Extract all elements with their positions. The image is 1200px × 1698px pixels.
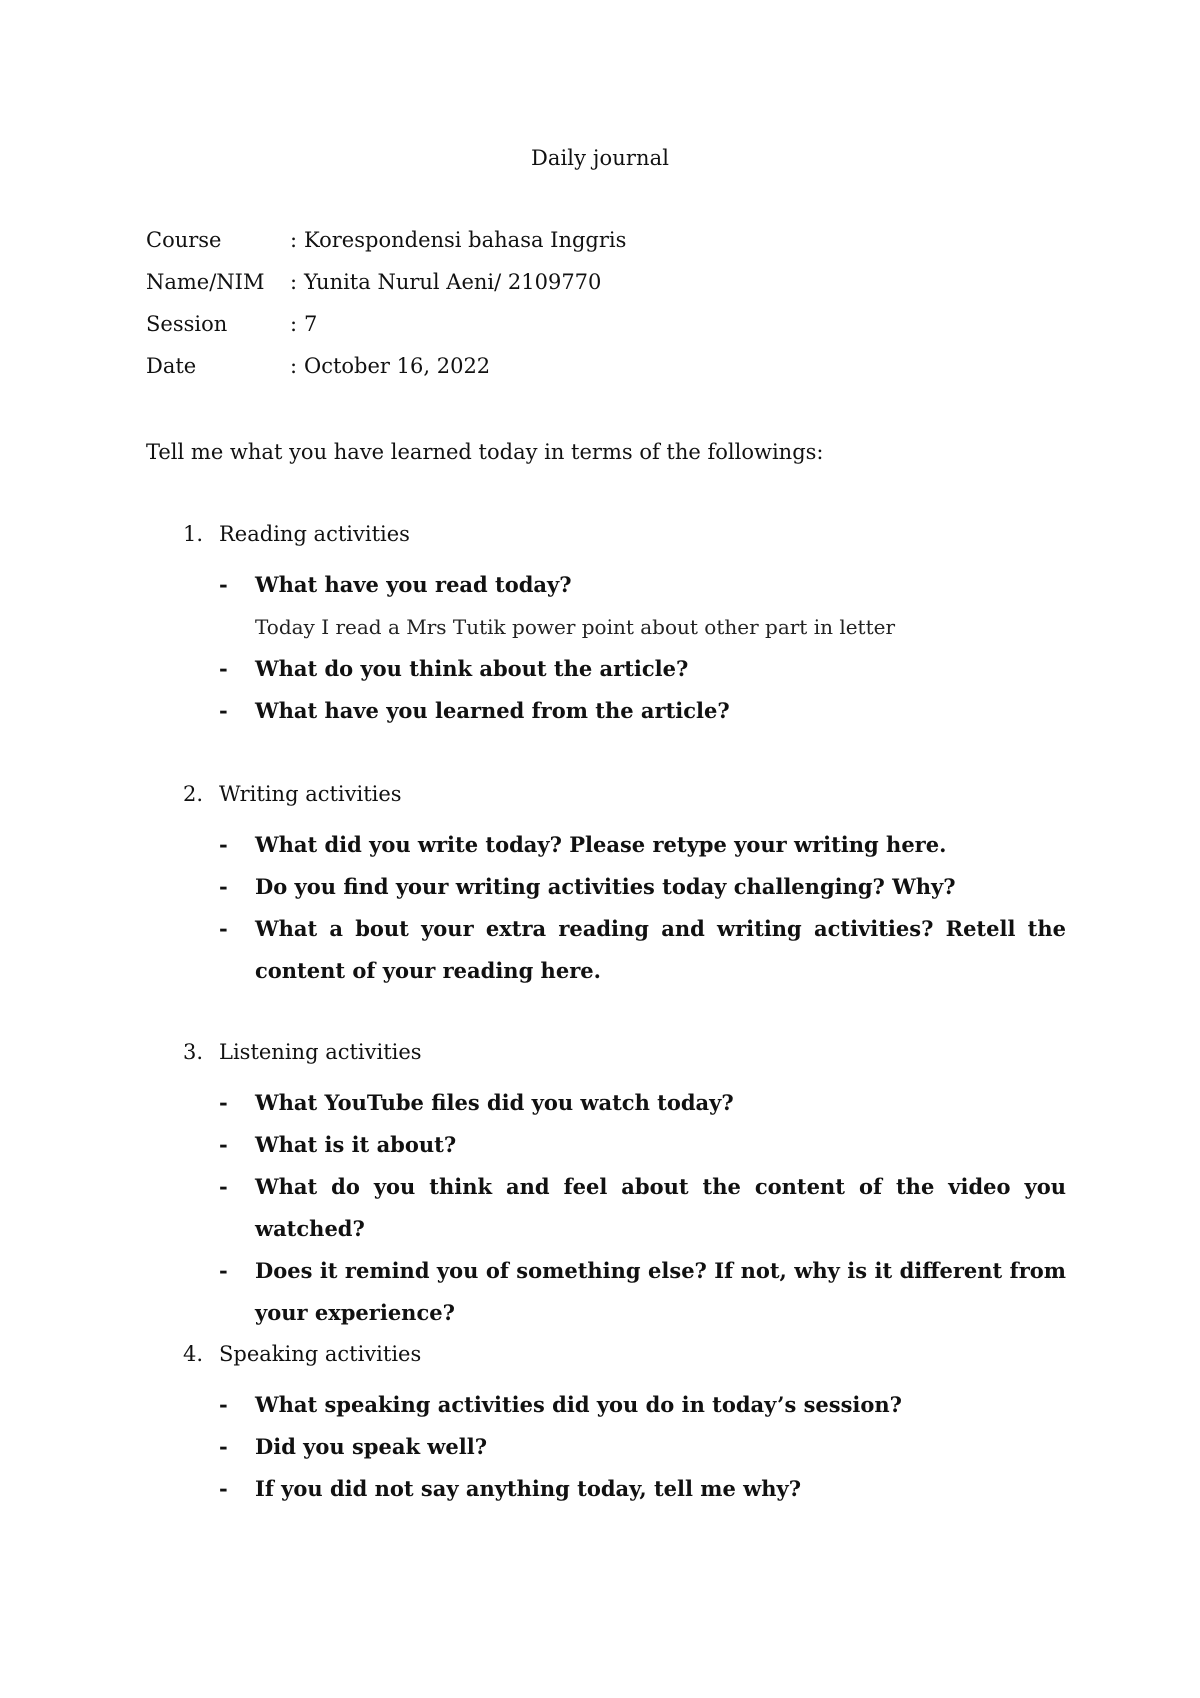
bullet-dash: -: [219, 1392, 228, 1417]
section-number: 3.: [183, 1040, 204, 1064]
question-text: What have you read today?: [255, 572, 572, 597]
meta-colon: :: [290, 312, 298, 336]
document-title: Daily journal: [530, 146, 670, 170]
bullet-dash: -: [219, 874, 228, 899]
question-text: Does it remind you of something else? If not, why is it different from your experience?: [255, 1258, 1066, 1325]
meta-label: Date: [146, 354, 197, 378]
section-title: Speaking activities: [219, 1342, 422, 1366]
question-item: [146, 648, 1066, 690]
section-number: 4.: [183, 1342, 204, 1366]
question-text: What do you think and feel about the content of the video you watched?: [255, 1174, 1066, 1241]
section-title: Writing activities: [219, 782, 402, 806]
bullet-dash: -: [219, 916, 228, 941]
bullet-dash: -: [219, 1434, 228, 1459]
section-number: 2.: [183, 782, 204, 806]
question-item: [146, 908, 1066, 992]
meta-row-course: [146, 228, 626, 270]
bullet-dash: -: [219, 1132, 228, 1157]
question-text: What speaking activities did you do in today’s session?: [255, 1392, 902, 1417]
question-text: What YouTube files did you watch today?: [255, 1090, 734, 1115]
meta-label: Name/NIM: [146, 270, 265, 294]
meta-label: Session: [146, 312, 228, 336]
section-title: Reading activities: [219, 522, 410, 546]
question-item: [146, 1082, 1066, 1124]
question-item: [146, 564, 1066, 606]
meta-colon: :: [290, 270, 298, 294]
question-item: [146, 690, 1066, 732]
question-text: What a bout your extra reading and writing activities? Retell the content of your reading here.: [255, 916, 1066, 983]
question-text: If you did not say anything today, tell me why?: [255, 1476, 802, 1501]
bullet-dash: -: [219, 1258, 228, 1283]
question-text: What have you learned from the article?: [255, 698, 730, 723]
meta-value: October 16, 2022: [304, 354, 491, 378]
section-writing: [146, 782, 1066, 992]
section-listening: [146, 1040, 1066, 1334]
section-title: Listening activities: [219, 1040, 422, 1064]
section-heading: [146, 1040, 1066, 1082]
question-text: What did you write today? Please retype your writing here.: [255, 832, 947, 857]
meta-value: Korespondensi bahasa Inggris: [304, 228, 627, 252]
section-heading: [146, 782, 1066, 824]
question-text: Did you speak well?: [255, 1434, 488, 1459]
meta-value: 7: [304, 312, 318, 336]
intro-text: Tell me what you have learned today in terms of the followings:: [146, 440, 824, 464]
bullet-dash: -: [219, 1174, 228, 1199]
question-item: [146, 1250, 1066, 1334]
meta-row-session: [146, 312, 626, 354]
question-item: [146, 1426, 1066, 1468]
meta-block: [146, 228, 626, 396]
bullet-dash: -: [219, 572, 228, 597]
question-item: [146, 1166, 1066, 1250]
question-item: [146, 866, 1066, 908]
bullet-dash: -: [219, 698, 228, 723]
section-speaking: [146, 1342, 1066, 1510]
bullet-dash: -: [219, 1090, 228, 1115]
section-heading: [146, 1342, 1066, 1384]
meta-row-name: [146, 270, 626, 312]
question-item: [146, 1468, 1066, 1510]
question-text: Do you find your writing activities today challenging? Why?: [255, 874, 956, 899]
question-item: [146, 1384, 1066, 1426]
question-text: What is it about?: [255, 1132, 457, 1157]
section-number: 1.: [183, 522, 204, 546]
section-heading: [146, 522, 1066, 564]
meta-colon: :: [290, 228, 298, 252]
bullet-dash: -: [219, 656, 228, 681]
meta-colon: :: [290, 354, 298, 378]
meta-value: Yunita Nurul Aeni/ 2109770: [304, 270, 602, 294]
section-reading: [146, 522, 1066, 732]
question-text: What do you think about the article?: [255, 656, 689, 681]
question-item: [146, 824, 1066, 866]
bullet-dash: -: [219, 832, 228, 857]
answer-text: Today I read a Mrs Tutik power point about other part in letter: [255, 615, 896, 639]
bullet-dash: -: [219, 1476, 228, 1501]
meta-label: Course: [146, 228, 222, 252]
meta-row-date: [146, 354, 626, 396]
question-item: [146, 1124, 1066, 1166]
